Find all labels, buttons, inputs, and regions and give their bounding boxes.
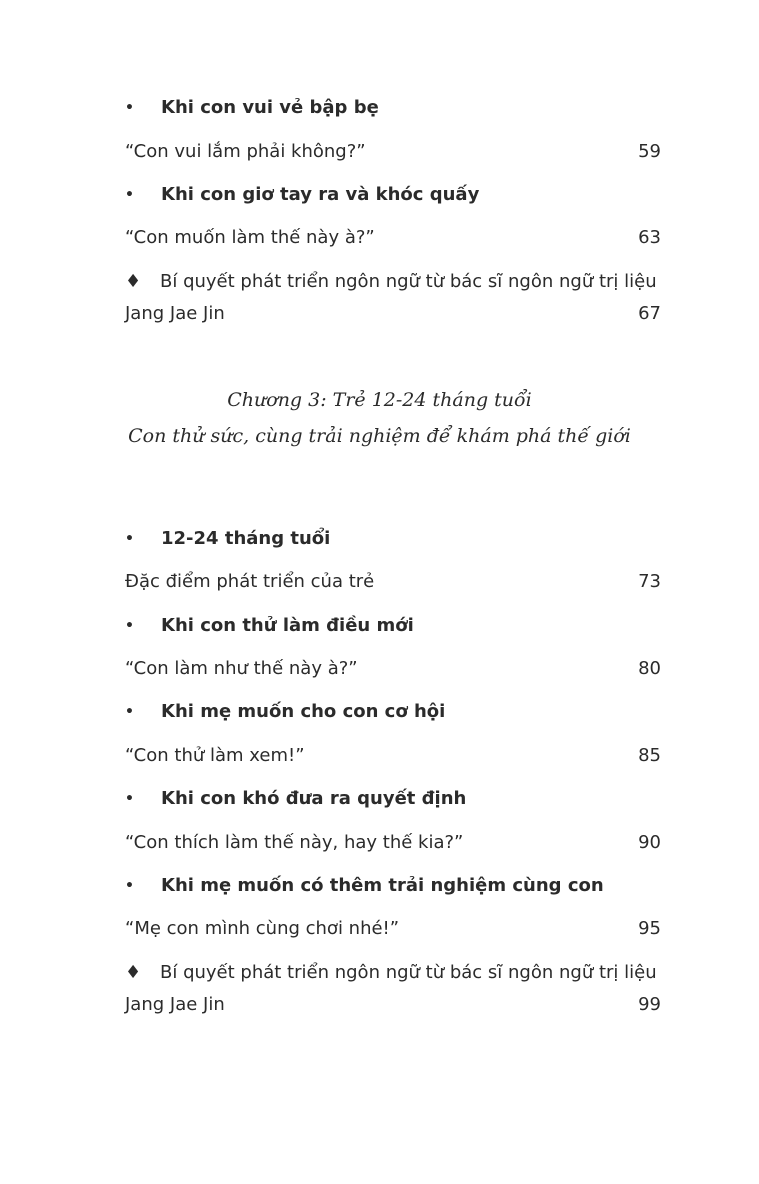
toc-page-number: 73 [638, 571, 661, 592]
bullet-icon: • [125, 704, 134, 720]
bullet-icon: • [125, 531, 134, 547]
toc-entry-title: “Con muốn làm thế này à?” [125, 227, 375, 248]
bullet-icon: • [125, 791, 134, 807]
toc-page-number: 63 [638, 227, 661, 248]
toc-page-number: 59 [638, 141, 661, 162]
toc-entry-title: “Con thích làm thế này, hay thế kia?” [125, 832, 464, 853]
chapter-title: Chương 3: Trẻ 12-24 tháng tuổi [227, 389, 532, 411]
toc-page-number: 95 [638, 918, 661, 939]
diamond-icon: ♦ [125, 271, 142, 292]
diamond-icon: ♦ [125, 962, 142, 983]
toc-page-number: 85 [638, 745, 661, 766]
toc-entry-title: “Con làm như thế này à?” [125, 658, 358, 679]
section-heading-text: Khi con khó đưa ra quyết định [161, 788, 467, 809]
section-heading-text: 12-24 tháng tuổi [161, 528, 331, 549]
chapter-subtitle: Con thử sức, cùng trải nghiệm để khám phá thế giới [128, 425, 631, 447]
toc-entry-title: “Con vui lắm phải không?” [125, 141, 366, 162]
bullet-icon: • [125, 187, 134, 203]
section-heading-text: Khi mẹ muốn cho con cơ hội [161, 701, 446, 722]
tip-title-line1: Bí quyết phát triển ngôn ngữ từ bác sĩ ngôn ngữ trị liệu [160, 271, 657, 292]
toc-page-number: 80 [638, 658, 661, 679]
bullet-icon: • [125, 100, 134, 116]
section-heading-text: Khi con giơ tay ra và khóc quấy [161, 184, 480, 205]
tip-title-line2: Jang Jae Jin [125, 994, 225, 1015]
toc-page-number: 67 [638, 303, 661, 324]
section-heading-text: Khi mẹ muốn có thêm trải nghiệm cùng con [161, 875, 604, 896]
toc-page-number: 99 [638, 994, 661, 1015]
bullet-icon: • [125, 878, 134, 894]
toc-entry-title: “Mẹ con mình cùng chơi nhé!” [125, 918, 400, 939]
section-heading-text: Khi con vui vẻ bập bẹ [161, 97, 379, 118]
tip-title-line2: Jang Jae Jin [125, 303, 225, 324]
section-heading-text: Khi con thử làm điều mới [161, 615, 414, 636]
bullet-icon: • [125, 618, 134, 634]
toc-page-number: 90 [638, 832, 661, 853]
toc-entry-title: Đặc điểm phát triển của trẻ [125, 571, 375, 592]
tip-title-line1: Bí quyết phát triển ngôn ngữ từ bác sĩ ngôn ngữ trị liệu [160, 962, 657, 983]
toc-entry-title: “Con thử làm xem!” [125, 745, 305, 766]
